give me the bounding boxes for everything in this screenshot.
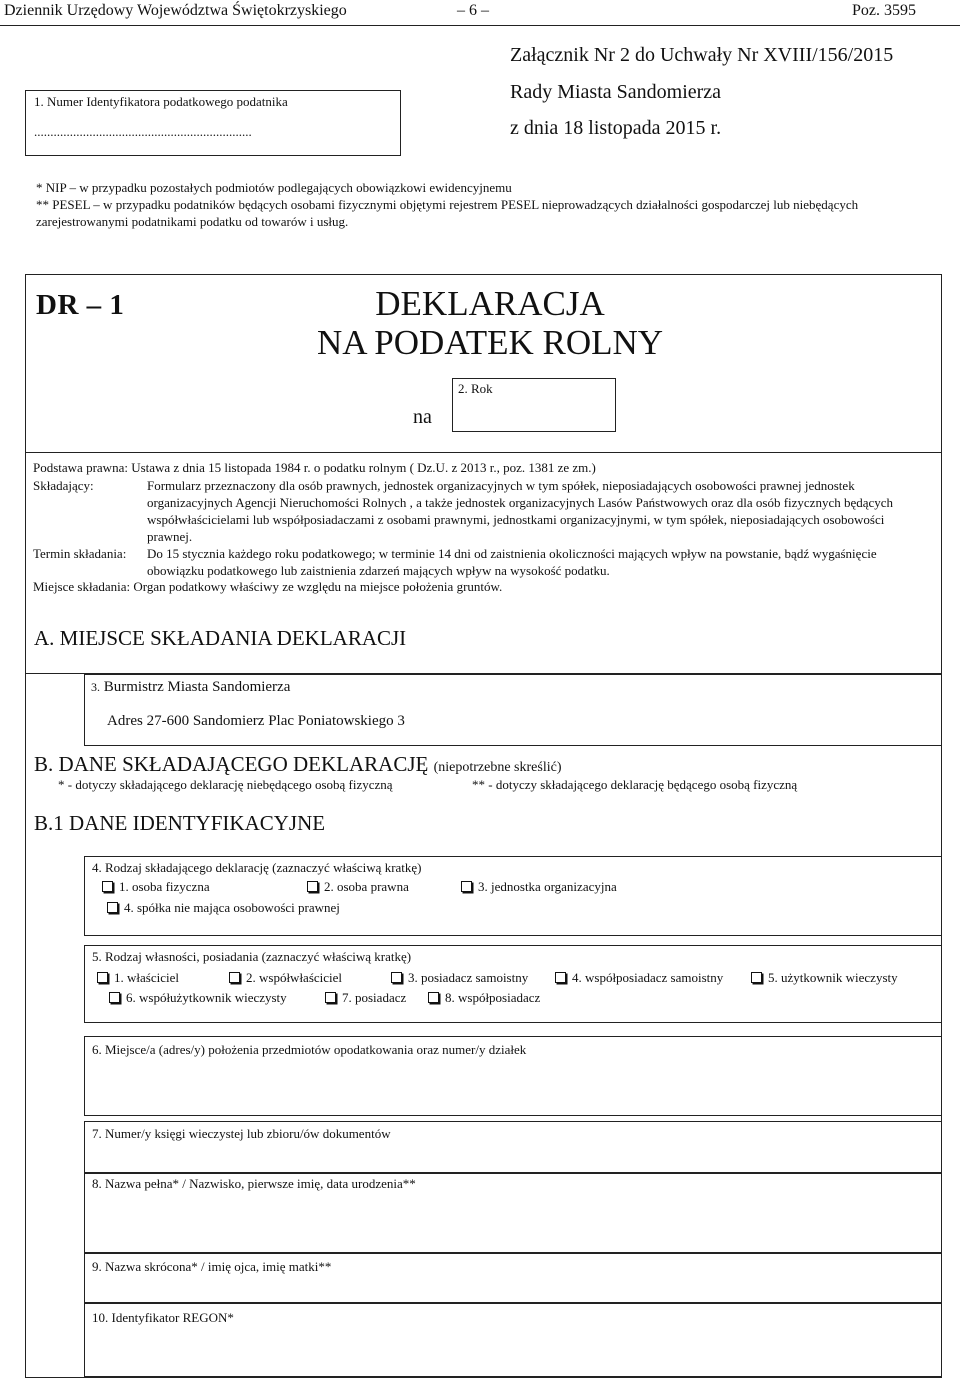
option-independent-possessor[interactable]	[391, 970, 528, 986]
checkbox-icon[interactable]	[109, 992, 120, 1003]
header-rule	[0, 25, 960, 26]
journal-title: Dziennik Urzędowy Województwa Świętokrzyskiego	[4, 2, 347, 19]
checkbox-icon[interactable]	[307, 881, 318, 892]
option-label: 5. użytkownik wieczysty	[768, 970, 898, 985]
option-co-possessor[interactable]	[555, 970, 723, 986]
checkbox-icon[interactable]	[391, 972, 402, 983]
submission-place: Miejsce składania: Organ podatkowy właściwy ze względu na miejsce położenia gruntów.	[33, 579, 503, 594]
option-possessor[interactable]	[325, 990, 406, 1006]
field-5-label: 5. Rodzaj własności, posiadania (zaznaczyć właściwą kratkę)	[92, 949, 412, 964]
field-3-box[interactable]	[84, 674, 942, 746]
pesel-note: ** PESEL – w przypadku podatników będących osobami fizycznymi objętymi rejestrem PESEL nieprowadzących działalności gospodarczej lub niebędących zarejestrowanymi podatnikami podatku od towarów i usług.	[36, 197, 859, 229]
option-co-perpetual-user[interactable]	[109, 990, 287, 1006]
option-label: 2. współwłaściciel	[246, 970, 343, 985]
checkbox-icon[interactable]	[107, 902, 118, 913]
checkbox-icon[interactable]	[97, 972, 108, 983]
form-na: na	[413, 406, 432, 428]
field-4-label: 4. Rodzaj składającego deklarację (zaznaczyć właściwą kratkę)	[92, 860, 422, 875]
option-perpetual-user[interactable]	[751, 970, 898, 986]
checkbox-icon[interactable]	[102, 881, 113, 892]
option-legal-person[interactable]	[307, 879, 409, 895]
option-organizational-unit[interactable]	[461, 879, 617, 895]
filer-label: Składający:	[33, 478, 94, 493]
option-label: 4. współposiadacz samoistny	[572, 970, 724, 985]
deadline-label: Termin składania:	[33, 546, 127, 561]
checkbox-icon[interactable]	[325, 992, 336, 1003]
attachment-line-3: z dnia 18 listopada 2015 r.	[510, 117, 722, 139]
year-box[interactable]	[452, 378, 616, 432]
form-code: DR – 1	[36, 289, 125, 321]
checkbox-icon[interactable]	[229, 972, 240, 983]
section-b-heading: B. DANE SKŁADAJĄCEGO DEKLARACJĘ	[34, 752, 429, 776]
checkbox-icon[interactable]	[555, 972, 566, 983]
option-label: 1. właściciel	[114, 970, 179, 985]
office-address: Adres 27-600 Sandomierz Plac Poniatowskiego 3	[107, 713, 405, 729]
option-partnership[interactable]	[107, 900, 340, 916]
page-number: – 6 –	[457, 2, 489, 19]
field-6-label: 6. Miejsce/a (adres/y) położenia przedmiotów opodatkowania oraz numer/y działek	[92, 1042, 527, 1057]
option-co-owner[interactable]	[229, 970, 342, 986]
nip-note: * NIP – w przypadku pozostałych podmiotów podlegających obowiązkowi ewidencyjnemu	[36, 180, 512, 195]
legal-basis: Podstawa prawna: Ustawa z dnia 15 listopada 1984 r. o podatku rolnym ( Dz.U. z 2013 r., poz. 1381 ze zm.)	[33, 460, 596, 475]
option-owner[interactable]	[97, 970, 179, 986]
filer-text: Formularz przeznaczony dla osób prawnych, jednostek organizacyjnych w tym spółek, nieposiadających osobowości prawnej jednostek organizacyjnych Agencji Nieruchomości Rolnych , a także jednostek organizacyjnych Lasów Państwowych oraz dla osób fizycznych będących współwłaścicielami lub współposiadaczami z osobami prawnymi, jednostkami organizacyjnymi, w tym spółek, nieposiadających osobowości prawnej.	[147, 478, 894, 544]
taxpayer-id-box[interactable]	[25, 90, 401, 156]
taxpayer-id-dots: ...................................................................	[34, 124, 252, 139]
field-10-label: 10. Identyfikator REGON*	[92, 1310, 234, 1325]
option-label: 7. posiadacz	[342, 990, 407, 1005]
option-label: 3. jednostka organizacyjna	[478, 879, 617, 894]
option-joint-possessor[interactable]	[428, 990, 540, 1006]
checkbox-icon[interactable]	[751, 972, 762, 983]
checkbox-icon[interactable]	[428, 992, 439, 1003]
field-7-label: 7. Numer/y księgi wieczystej lub zbioru/ów dokumentów	[92, 1126, 391, 1141]
field-10-box[interactable]	[84, 1303, 942, 1377]
option-natural-person[interactable]	[102, 879, 210, 895]
position-number: Poz. 3595	[852, 2, 916, 19]
section-b-note-2: ** - dotyczy składającego deklarację będącego osobą fizyczną	[472, 777, 798, 792]
field-7-box[interactable]	[84, 1121, 942, 1173]
option-label: 8. współposiadacz	[445, 990, 541, 1005]
option-label: 6. współużytkownik wieczysty	[126, 990, 287, 1005]
option-label: 3. posiadacz samoistny	[408, 970, 529, 985]
attachment-line-1: Załącznik Nr 2 do Uchwały Nr XVIII/156/2015	[510, 44, 894, 66]
field-3-text: Burmistrz Miasta Sandomierza	[103, 679, 291, 695]
field-6-box[interactable]	[84, 1036, 942, 1116]
option-label: 4. spółka nie mająca osobowości prawnej	[124, 900, 340, 915]
deadline-text: Do 15 stycznia każdego roku podatkowego; w terminie 14 dni od zaistnienia okoliczności mających wpływ na powstanie, bądź wygaśnięcie obowiązku podatkowego lub zaistnienia zdarzeń mających wpływ na wysokość podatku.	[147, 546, 877, 578]
section-b-title	[34, 752, 561, 777]
option-label: 2. osoba prawna	[324, 879, 409, 894]
section-b-subtitle: (niepotrzebne skreślić)	[433, 760, 562, 775]
form-title	[280, 284, 700, 362]
field-3-number: 3.	[91, 680, 100, 694]
form-title-line-1: DEKLARACJA	[375, 284, 605, 323]
field-3-value	[91, 679, 290, 696]
field-9-box[interactable]	[84, 1253, 942, 1303]
form-title-line-2: NA PODATEK ROLNY	[316, 323, 664, 362]
taxpayer-id-label: 1. Numer Identyfikatora podatkowego podatnika	[34, 94, 288, 109]
option-label: 1. osoba fizyczna	[119, 879, 210, 894]
year-label: 2. Rok	[458, 381, 493, 396]
field-9-label: 9. Nazwa skrócona* / imię ojca, imię matki**	[92, 1259, 332, 1274]
field-8-label: 8. Nazwa pełna* / Nazwisko, pierwsze imię, data urodzenia**	[92, 1176, 416, 1191]
attachment-line-2: Rady Miasta Sandomierza	[510, 81, 722, 103]
field-8-box[interactable]	[84, 1173, 942, 1253]
checkbox-icon[interactable]	[461, 881, 472, 892]
section-b-note-1: * - dotyczy składającego deklarację niebędącego osobą fizyczną	[58, 777, 393, 792]
field-5-box	[84, 945, 942, 1023]
field-4-box	[84, 856, 942, 936]
section-a-title: A. MIEJSCE SKŁADANIA DEKLARACJI	[34, 626, 407, 650]
section-b1-title: B.1 DANE IDENTYFIKACYJNE	[34, 811, 326, 835]
